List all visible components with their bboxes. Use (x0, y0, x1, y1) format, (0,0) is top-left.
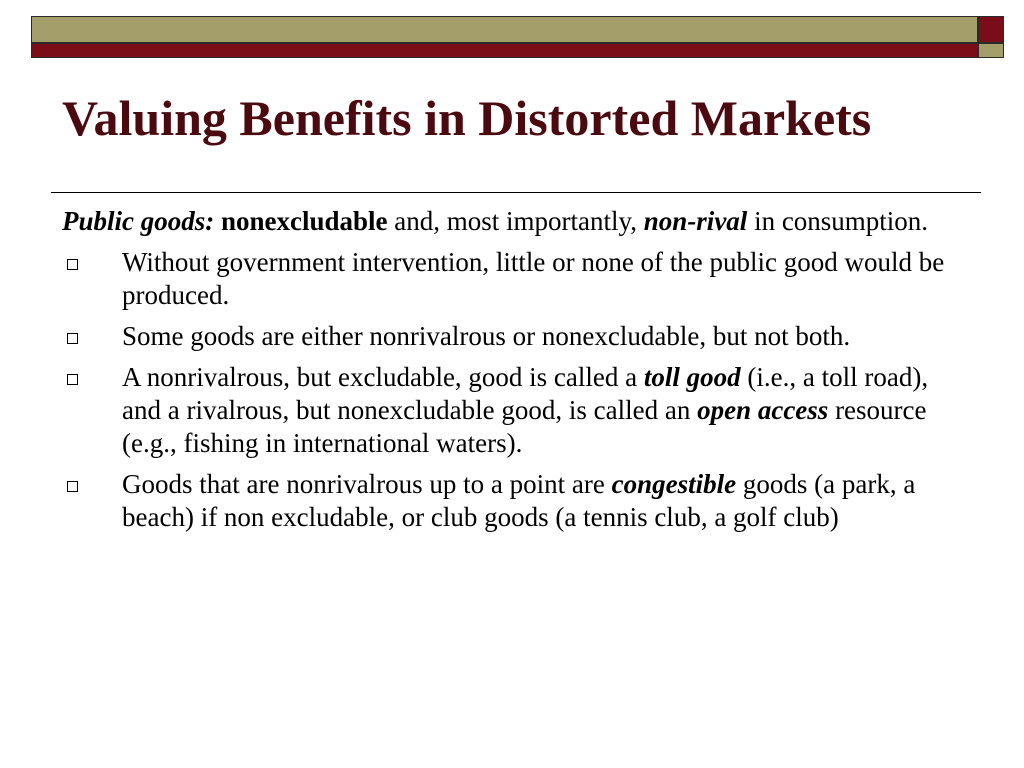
intro-bold: nonexcludable (221, 206, 388, 236)
term-toll-good: toll good (643, 362, 741, 392)
corner-square-olive (978, 43, 1004, 58)
bullet-text-part: (i.e., a toll road), and a rivalrous, but nonexcludable good, is called an (122, 362, 929, 425)
bullet-text-part: resource (e.g., fishing in international waters). (122, 395, 927, 458)
header-band-maroon (31, 43, 978, 58)
bullet-item (62, 468, 962, 534)
hollow-square-icon (67, 481, 78, 492)
bullet-text-part: Goods that are nonrivalrous up to a point are (122, 469, 612, 499)
bullet-text: Some goods are either nonrivalrous or nonexcludable, but not both. (122, 321, 851, 351)
title-divider (51, 192, 981, 193)
hollow-square-icon (67, 259, 78, 270)
intro-bold-italic: non-rival (643, 206, 748, 236)
bullet-text-part: A nonrivalrous, but excludable, good is called a (122, 362, 644, 392)
intro-text-1: and, most importantly, (387, 206, 644, 236)
slide-title: Valuing Benefits in Distorted Markets (62, 90, 872, 146)
bullet-text: Without government intervention, little or none of the public good would be produced. (122, 247, 945, 310)
intro-text-2: in consumption. (747, 206, 929, 236)
intro-paragraph (62, 205, 962, 238)
hollow-square-icon (67, 374, 78, 385)
term-congestible: congestible (611, 469, 737, 499)
hollow-square-icon (67, 333, 78, 344)
slide-body (62, 205, 962, 542)
intro-term: Public goods: (62, 206, 215, 236)
bullet-item (62, 361, 962, 460)
corner-square-maroon (978, 16, 1004, 43)
bullet-text-part: goods (a park, a beach) if non excludable, or club goods (a tennis club, a golf club) (122, 469, 916, 532)
bullet-item (62, 246, 962, 312)
header-band-olive (31, 16, 978, 43)
term-open-access: open access (697, 395, 829, 425)
bullet-item (62, 320, 962, 353)
